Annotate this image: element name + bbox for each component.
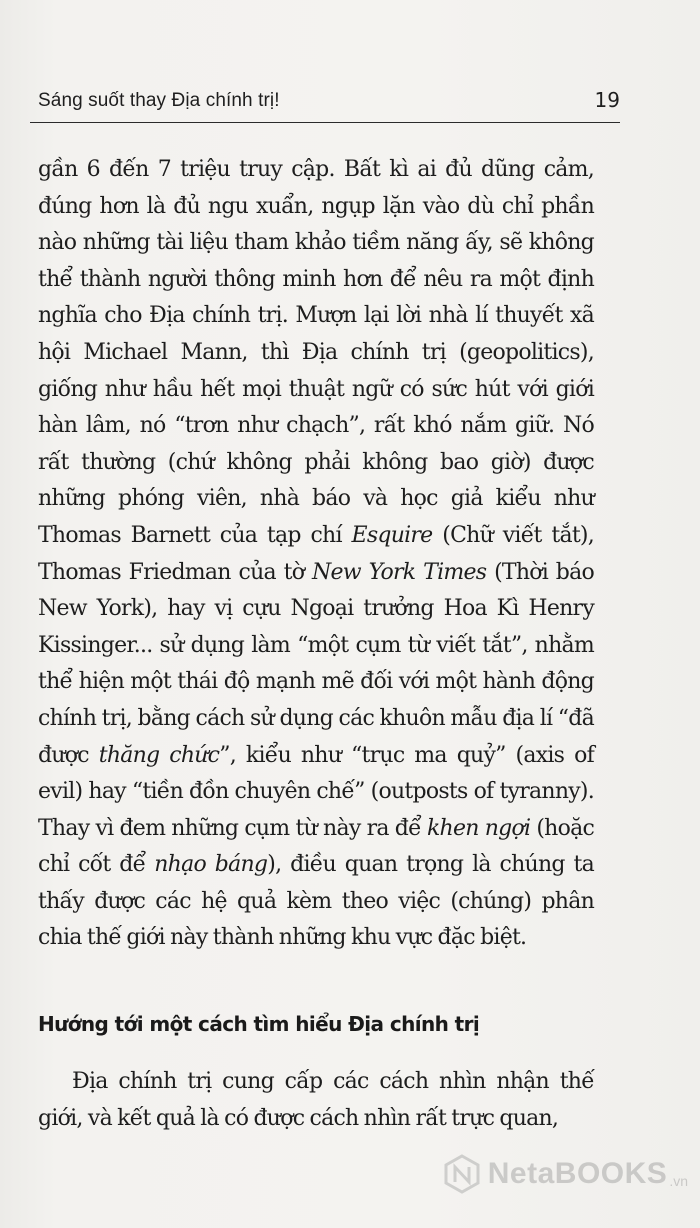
italic-text: khen ngợi (426, 815, 531, 841)
italic-text: thăng chức (98, 742, 220, 768)
text-run: ”, kiểu như “trục ma quỷ” (axis of evil) hay “tiền đồn chuyên chế” (outposts of tyranny). Thay vì đem những cụm từ này ra để (38, 742, 595, 841)
text-run: gần 6 đến 7 triệu truy cập. Bất kì ai đủ dũng cảm, đúng hơn là đủ ngu xuẩn, ngụp lặn vào dù chỉ phần nào những tài liệu tham khảo tiềm năng ấy, sẽ không thể thành người thông minh hơn để nêu ra một định nghĩa cho Địa chính trị. Mượn lại lời nhà lí thuyết xã hội Michael Mann, thì Địa chính trị (geopolitics), giống như hầu hết mọi thuật ngữ có sức hút với giới hàn lâm, nó “trơn như chạch”, rất khó nắm giữ. Nó rất thường (chứ không phải không bao giờ) được những phóng viên, nhà báo và học giả kiểu như Thomas Barnett của tạp chí (38, 157, 594, 548)
watermark-text: NetaBOOKS (487, 1157, 668, 1190)
watermark-suffix: .vn (669, 1173, 688, 1189)
text-run: (hoặc chỉ cốt để (38, 815, 595, 878)
text-run: (Thời báo New York), hay vị cựu Ngoại trưởng Hoa Kì Henry Kissinger... sử dụng làm “một cụm từ viết tắt”, nhằm thể hiện một thái độ mạnh mẽ đối với một hành động chính trị, bằng cách sử dụng các khuôn mẫu địa lí “đã được (38, 559, 595, 768)
page-number: 19 (594, 88, 620, 112)
running-header (30, 86, 620, 123)
paragraph (38, 152, 594, 957)
italic-text: nhạo báng (154, 852, 268, 878)
watermark (442, 1154, 688, 1194)
italic-text: Esquire (351, 522, 433, 548)
body-text (38, 152, 594, 957)
section-heading: Hướng tới một cách tìm hiểu Địa chính trị (38, 1012, 480, 1036)
section-paragraph: Địa chính trị cung cấp các cách nhìn nhận thế giới, và kết quả là có được cách nhìn rất trực quan, (38, 1069, 594, 1131)
running-title: Sáng suốt thay Địa chính trị! (38, 90, 280, 111)
hexagon-logo-icon (442, 1154, 482, 1194)
text-run: (Chữ viết tắt), Thomas Friedman của tờ (38, 522, 594, 585)
text-run: ), điều quan trọng là chúng ta thấy được các hệ quả kèm theo việc (chúng) phân chia thế giới này thành những khu vực đặc biệt. (38, 852, 594, 951)
italic-text: New York Times (312, 559, 487, 585)
